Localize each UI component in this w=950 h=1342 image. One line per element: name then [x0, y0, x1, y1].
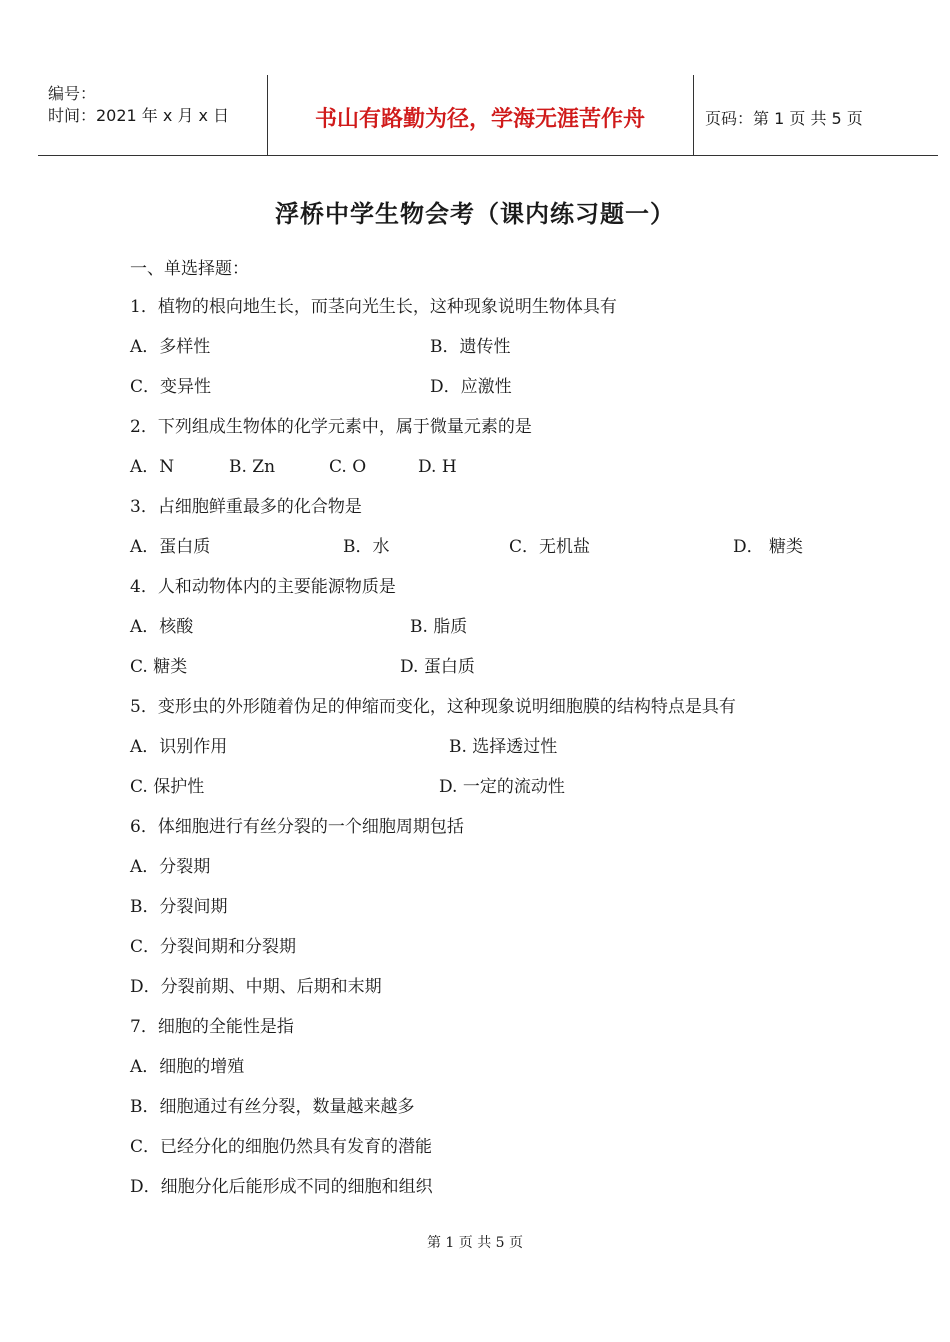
- time-label: 时间：2021 年 x 月 x 日: [48, 106, 230, 125]
- question-2-option-b: B. Zn: [229, 457, 276, 477]
- motto: 书山有路勤为径，学海无涯苦作舟: [314, 106, 645, 132]
- question-3-option-b: B．水: [343, 537, 390, 557]
- question-1-option-b: B．遗传性: [430, 337, 511, 357]
- question-3-stem: 3．占细胞鲜重最多的化合物是: [130, 497, 362, 517]
- question-7-option-d: D．细胞分化后能形成不同的细胞和组织: [130, 1177, 433, 1197]
- question-6-option-b: B．分裂间期: [130, 897, 228, 917]
- page-info: 页码：第 1 页 共 5 页: [705, 109, 863, 128]
- question-4-option-a: A．核酸: [130, 617, 194, 637]
- question-6-option-a: A．分裂期: [130, 857, 211, 877]
- document-header: [38, 75, 938, 156]
- question-1-option-a: A．多样性: [130, 337, 211, 357]
- question-1-option-c: C．变异性: [130, 377, 212, 397]
- question-4-option-b: B. 脂质: [410, 617, 468, 637]
- question-5-option-d: D. 一定的流动性: [439, 777, 565, 797]
- question-5-option-a: A．识别作用: [130, 737, 228, 757]
- question-2-stem: 2．下列组成生物体的化学元素中，属于微量元素的是: [130, 417, 532, 437]
- section-heading: 一、单选择题：: [130, 259, 249, 279]
- question-6-option-c: C．分裂间期和分裂期: [130, 937, 297, 957]
- question-1-stem: 1．植物的根向地生长，而茎向光生长，这种现象说明生物体具有: [130, 297, 617, 317]
- question-7-option-a: A．细胞的增殖: [130, 1057, 245, 1077]
- question-2-option-c: C. O: [329, 457, 367, 477]
- question-1-option-d: D．应激性: [430, 377, 512, 397]
- header-meta-cell: [38, 75, 268, 155]
- question-2-option-a: A．N: [130, 457, 175, 477]
- question-6-stem: 6．体细胞进行有丝分裂的一个细胞周期包括: [130, 817, 464, 837]
- number-label: 编号：: [48, 84, 97, 103]
- page-title: 浮桥中学生物会考（课内练习题一）: [275, 199, 675, 228]
- question-5-stem: 5．变形虫的外形随着伪足的伸缩而变化，这种现象说明细胞膜的结构特点是具有: [130, 697, 736, 717]
- page-footer: 第 1 页 共 5 页: [426, 1235, 524, 1251]
- question-2-option-d: D. H: [418, 457, 457, 477]
- question-6-option-d: D．分裂前期、中期、后期和末期: [130, 977, 382, 997]
- question-4-option-c: C. 糖类: [130, 657, 188, 677]
- question-7-stem: 7．细胞的全能性是指: [130, 1017, 294, 1037]
- question-3-option-d: D． 糖类: [733, 537, 804, 557]
- header-page-cell: [693, 75, 938, 155]
- question-5-option-b: B. 选择透过性: [449, 737, 558, 757]
- question-7-option-b: B．细胞通过有丝分裂，数量越来越多: [130, 1097, 415, 1117]
- question-3-option-c: C．无机盐: [509, 537, 591, 557]
- question-4-stem: 4．人和动物体内的主要能源物质是: [130, 577, 396, 597]
- question-5-option-c: C. 保护性: [130, 777, 205, 797]
- header-motto-cell: [267, 75, 694, 155]
- question-4-option-d: D. 蛋白质: [400, 657, 475, 677]
- question-3-option-a: A．蛋白质: [130, 537, 211, 557]
- question-7-option-c: C．已经分化的细胞仍然具有发育的潜能: [130, 1137, 433, 1157]
